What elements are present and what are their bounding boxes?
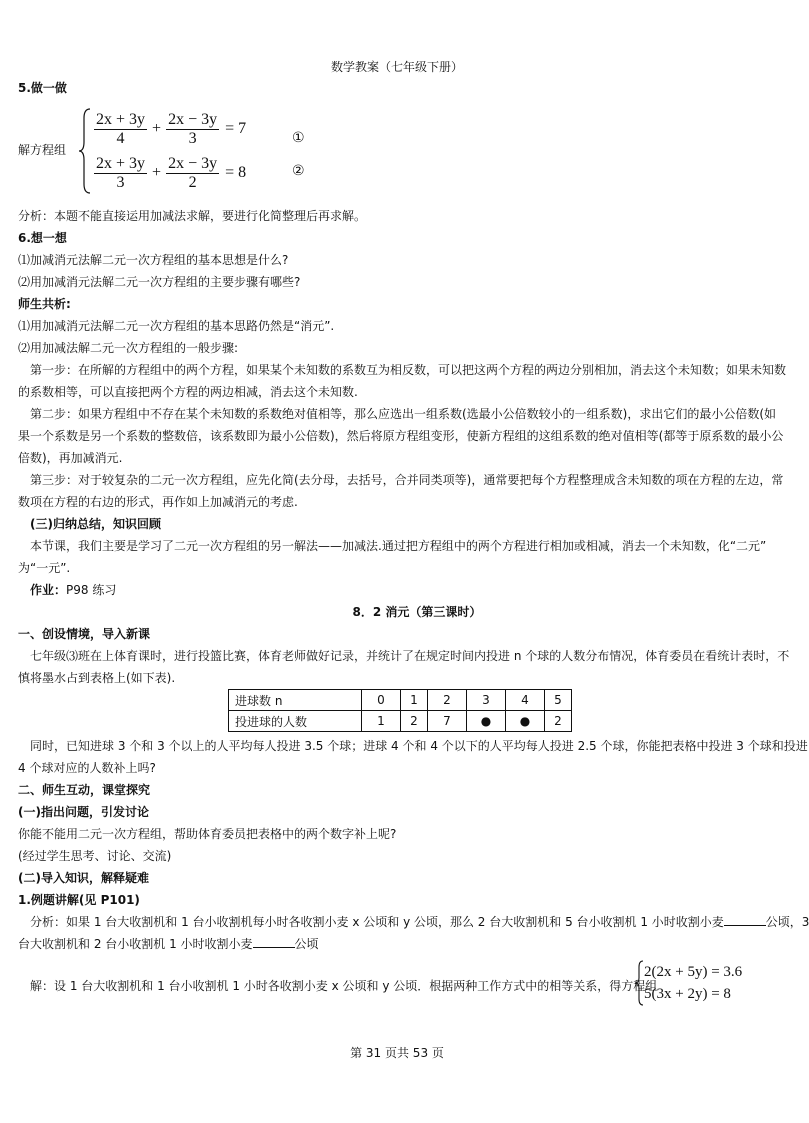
left-brace-icon xyxy=(78,108,92,194)
step-2-line-1: 第二步：如果方程组中不存在某个未知数的系数绝对值相等，那么应选出一组系数(选最小公倍数较小的一组系数)，求出它们的最小公倍数(如 xyxy=(30,407,777,421)
equation-1: $\frac{2x + 3y}{4}$ + $\frac{2x - 3y}{3}$ = 7 xyxy=(96,110,247,147)
lesson-title: 8．2 消元（第三课时） xyxy=(352,605,482,619)
ink-blot-cell: ● xyxy=(467,711,506,732)
part-2a-heading: (一)指出问题，引发讨论 xyxy=(18,805,149,819)
step-1-line-2: 的系数相等，可以直接把两个方程的两边相减，消去这个未知数. xyxy=(18,385,358,399)
table-row-label: 投进球的人数 xyxy=(229,711,362,732)
step-1-line-1: 第一步：在所解的方程组中的两个方程，如果某个未知数的系数互为相反数，可以把这两个方程的两边分别相加，消去这个未知数；如果未知数 xyxy=(30,363,787,377)
step-3-line-2: 数项在方程的右边的形式，再作如上加减消元的考虑. xyxy=(18,495,298,509)
condition-line-2: 4 个球对应的人数补上吗? xyxy=(18,761,156,775)
table-cell: 2 xyxy=(545,711,572,732)
summary-line-2: 为“一元”. xyxy=(18,561,71,575)
ink-blot-cell: ● xyxy=(506,711,545,732)
analysis-text: 分析：本题不能直接运用加减法求解，要进行化简整理后再求解。 xyxy=(18,209,367,223)
page-header-title: 数学教案（七年级下册） xyxy=(330,60,463,74)
step-2-line-3: 倍数)，再加减消元. xyxy=(18,451,123,465)
question-2: ⑵用加减消元法解二元一次方程组的主要步骤有哪些? xyxy=(18,275,301,289)
answer-2: ⑵用加减法解二元一次方程组的一般步骤: xyxy=(18,341,239,355)
section-6-heading: 6.想一想 xyxy=(18,231,67,245)
table-cell: 3 xyxy=(467,690,506,711)
homework-text: P98 练习 xyxy=(66,583,117,597)
step-2-line-2: 果一个系数是另一个系数的整数倍，该系数即为最小公倍数)，然后将原方程组变形，使新方程组的这组系数的绝对值相等(都等于原系数的最小公 xyxy=(18,429,784,443)
part-2-heading: 二、师生互动，课堂探究 xyxy=(18,783,151,797)
table-cell: 1 xyxy=(362,711,401,732)
left-brace-icon xyxy=(634,960,644,1006)
table-row-label: 进球数 n xyxy=(229,690,362,711)
homework-line xyxy=(30,580,774,600)
solution-text: 解：设 1 台大收割机和 1 台小收割机 1 小时各收割小麦 x 公顷和 y 公顷．根据两种工作方式中的相等关系，得方程组 xyxy=(30,979,658,993)
table-row xyxy=(229,711,572,732)
scenario-line-1: 七年级⑶班在上体育课时，进行投篮比赛，体育老师做好记录，并统计了在规定时间内投进 n 个球的人数分布情况，体育委员在看统计表时，不 xyxy=(30,649,790,663)
fill-blank xyxy=(253,935,295,948)
question-1: ⑴加减消元法解二元一次方程组的基本思想是什么? xyxy=(18,253,289,267)
discussion-note: (经过学生思考、讨论、交流) xyxy=(18,849,172,863)
example-heading: 1.例题讲解(见 P101) xyxy=(18,893,140,907)
score-table xyxy=(228,689,572,732)
section-5-heading: 5.做一做 xyxy=(18,81,67,95)
answer-1: ⑴用加减消元法解二元一次方程组的基本思路仍然是“消元”. xyxy=(18,319,335,333)
table-cell: 5 xyxy=(545,690,572,711)
step-3-line-1: 第三步：对于较复杂的二元一次方程组，应先化简(去分母，去括号，合并同类项等)，通常要把每个方程整理成含未知数的项在方程的左边，常 xyxy=(30,473,784,487)
example-analysis-line-2: 台大收割机和 2 台小收割机 1 小时收割小麦 公顷 xyxy=(18,937,319,951)
summary-line-1: 本节课，我们主要是学习了二元一次方程组的另一解法——加减法.通过把方程组中的两个方程进行相加或相减，消去一个未知数，化“二元” xyxy=(30,539,767,553)
table-cell: 7 xyxy=(428,711,467,732)
summary-heading: (三)归纳总结，知识回顾 xyxy=(30,517,161,531)
equation-1-marker: ① xyxy=(292,130,305,146)
equation-2: $\frac{2x + 3y}{3}$ + $\frac{2x - 3y}{2}$ = 8 xyxy=(96,154,247,191)
consensus-heading: 师生共析: xyxy=(18,297,71,311)
page-footer: 第 31 页共 53 页 xyxy=(350,1046,444,1060)
table-cell: 1 xyxy=(401,690,428,711)
system-label: 解方程组 xyxy=(18,143,67,157)
condition-line-1: 同时，已知进球 3 个和 3 个以上的人平均每人投进 3.5 个球；进球 4 个和 4 个以下的人平均每人投进 2.5 个球，你能把表格中投进 3 个球和投进 xyxy=(30,739,808,753)
equation-2-marker: ② xyxy=(292,163,305,179)
table-row xyxy=(229,690,572,711)
part-1-heading: 一、创设情境，导入新课 xyxy=(18,627,151,641)
table-cell: 2 xyxy=(401,711,428,732)
homework-label: 作业： xyxy=(30,583,67,597)
discussion-question: 你能不能用二元一次方程组，帮助体育委员把表格中的两个数字补上呢? xyxy=(18,827,397,841)
part-2b-heading: (二)导入知识，解释疑难 xyxy=(18,871,149,885)
example-analysis-line-1: 分析：如果 1 台大收割机和 1 台小收割机每小时各收割小麦 x 公顷和 y 公顷，那么 2 台大收割机和 5 台小收割机 1 小时收割小麦 公顷，3 xyxy=(30,915,809,929)
scenario-line-2: 慎将墨水占到表格上(如下表). xyxy=(18,671,176,685)
solution-equation-2: 5(3x + 2y) = 8 xyxy=(644,986,731,1002)
table-cell: 4 xyxy=(506,690,545,711)
table-cell: 2 xyxy=(428,690,467,711)
solution-equation-1: 2(2x + 5y) = 3.6 xyxy=(644,964,743,980)
fill-blank xyxy=(724,913,766,926)
table-cell: 0 xyxy=(362,690,401,711)
